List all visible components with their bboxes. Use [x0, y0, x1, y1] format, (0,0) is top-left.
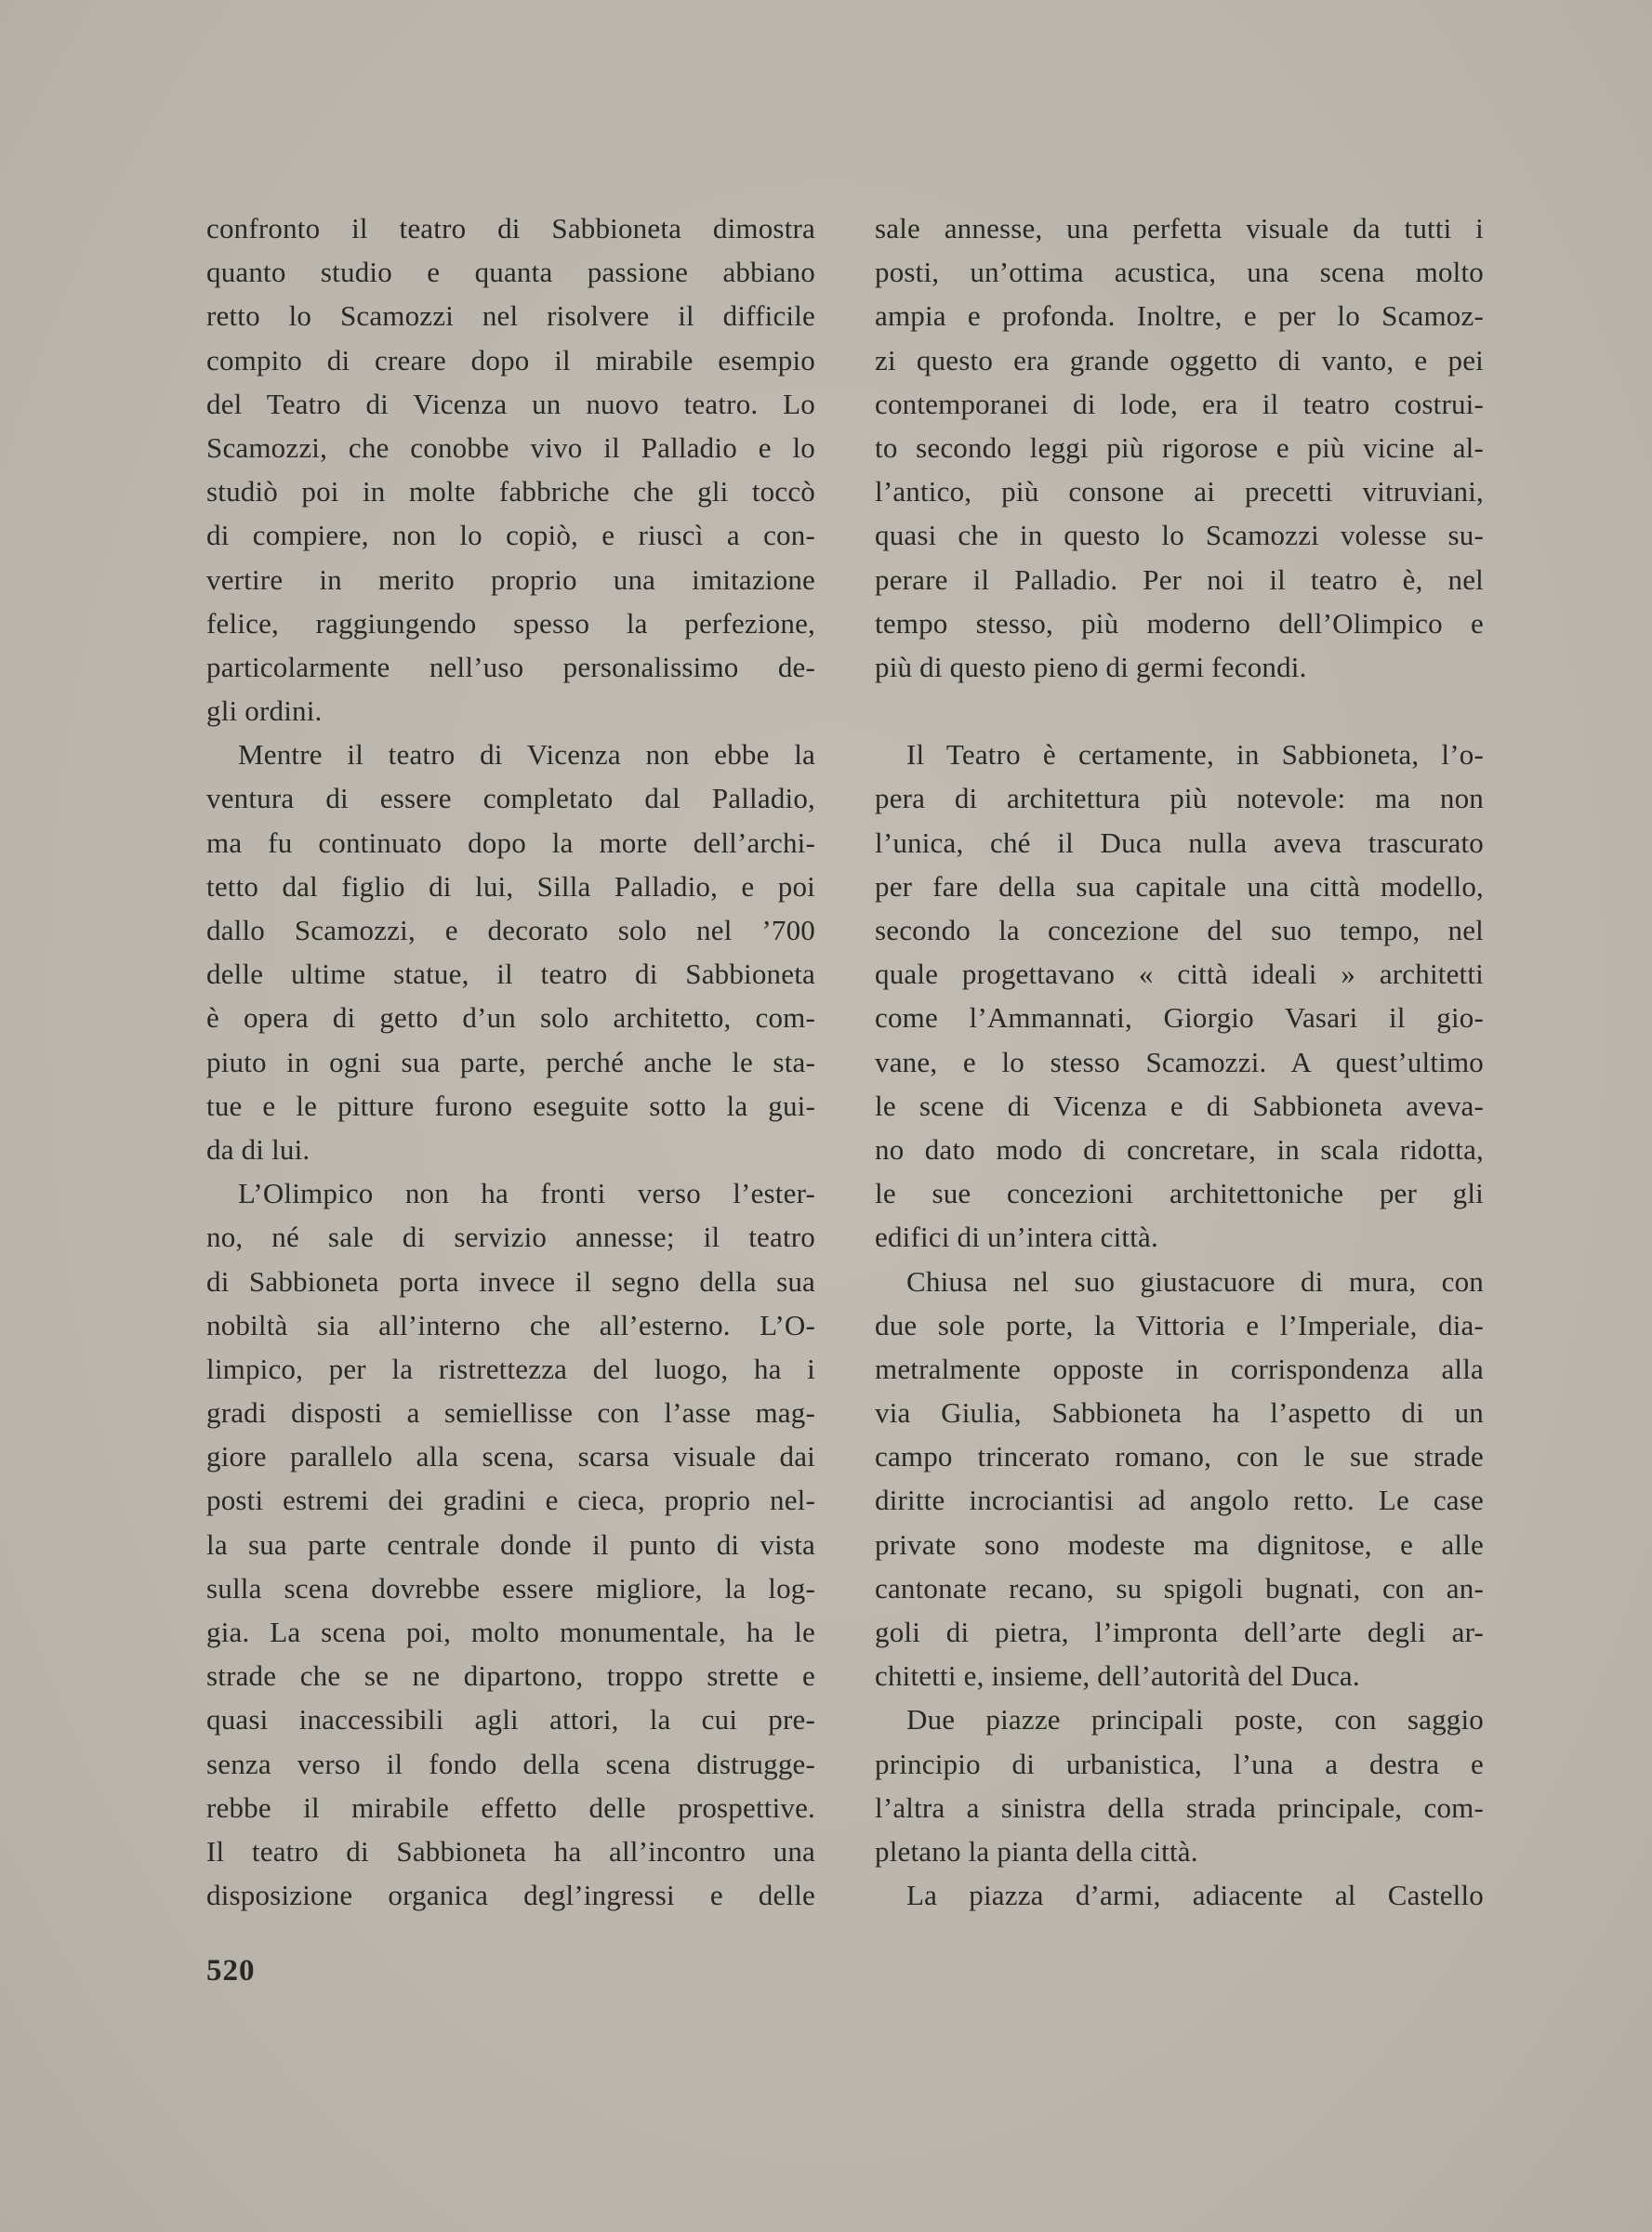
text-line: giore parallelo alla scena, scarsa visuale dai [206, 1440, 815, 1473]
text-line: vane, e lo stesso Scamozzi. A quest’ultimo [875, 1045, 1484, 1078]
text-line: chitetti e, insieme, dell’autorità del Duca. [875, 1659, 1360, 1693]
text-line: Il Teatro è certamente, in Sabbioneta, l’o- [906, 738, 1484, 772]
text-line: ma fu continuato dopo la morte dell’archi- [206, 825, 815, 859]
text-line: campo trincerato romano, con le sue strade [875, 1440, 1484, 1473]
text-line: no dato modo di concretare, in scala ridotta, [875, 1132, 1484, 1166]
text-line: via Giulia, Sabbioneta ha l’aspetto di un [875, 1396, 1484, 1430]
text-line: quanto studio e quanta passione abbiano [206, 256, 815, 289]
text-line: felice, raggiungendo spesso la perfezione, [206, 606, 815, 640]
text-line: sale annesse, una perfetta visuale da tutti i [875, 212, 1484, 244]
text-line: perare il Palladio. Per noi il teatro è, nel [875, 562, 1484, 596]
page-number: 520 [206, 1954, 256, 1988]
text-line: pera di architettura più notevole: ma non [875, 782, 1484, 815]
text-line: gradi disposti a semiellisse con l’asse mag- [206, 1396, 815, 1430]
text-line: ventura di essere completato dal Palladio, [206, 782, 815, 815]
text-line: per fare della sua capitale una città modello, [875, 869, 1484, 903]
text-line: La piazza d’armi, adiacente al Castello [906, 1879, 1484, 1912]
text-line: di Sabbioneta porta invece il segno della sua [206, 1264, 815, 1298]
text-line: goli di pietra, l’impronta dell’arte degli ar- [875, 1616, 1484, 1648]
text-line: Mentre il teatro di Vicenza non ebbe la [238, 738, 815, 772]
text-line: edifici di un’intera città. [875, 1221, 1158, 1254]
text-line: la sua parte centrale donde il punto di vista [206, 1527, 815, 1561]
text-line: pletano la pianta della città. [875, 1834, 1198, 1868]
text-line: vertire in merito proprio una imitazione [206, 562, 815, 596]
text-line: compito di creare dopo il mirabile esempio [206, 343, 815, 376]
text-line: no, né sale di servizio annesse; il teatro [206, 1221, 815, 1254]
text-line: Due piazze principali poste, con saggio [906, 1703, 1484, 1737]
text-line: metralmente opposte in corrispondenza alla [875, 1352, 1484, 1385]
text-line: particolarmente nell’uso personalissimo de- [206, 650, 815, 683]
text-line: senza verso il fondo della scena distrugge- [206, 1747, 815, 1780]
text-line: strade che se ne dipartono, troppo strette e [206, 1659, 815, 1693]
text-line: due sole porte, la Vittoria e l’Imperiale, dia- [875, 1308, 1484, 1341]
text-line: studiò poi in molte fabbriche che gli toccò [206, 475, 815, 508]
text-line: quasi inaccessibili agli attori, la cui pre- [206, 1703, 815, 1737]
text-line: retto lo Scamozzi nel risolvere il difficile [206, 299, 815, 333]
text-line: dallo Scamozzi, e decorato solo nel ’700 [206, 914, 815, 946]
text-line: più di questo pieno di germi fecondi. [875, 650, 1307, 683]
text-line: Il teatro di Sabbioneta ha all’incontro una [206, 1834, 815, 1868]
text-line: da di lui. [206, 1132, 311, 1166]
text-line: quale progettavano « città ideali » architetti [875, 958, 1484, 991]
text-line: l’unica, ché il Duca nulla aveva trascurato [875, 825, 1484, 859]
text-line: piuto in ogni sua parte, perché anche le sta- [206, 1045, 815, 1078]
text-line: principio di urbanistica, l’una a destra e [875, 1747, 1484, 1780]
text-line: nobiltà sia all’interno che all’esterno. L’O- [206, 1308, 815, 1341]
text-line: l’altra a sinistra della strada principale, com- [875, 1790, 1484, 1824]
text-line: le scene di Vicenza e di Sabbioneta aveva- [875, 1089, 1484, 1122]
text-line: del Teatro di Vicenza un nuovo teatro. Lo [206, 387, 815, 420]
text-line: contemporanei di lode, era il teatro costrui- [875, 387, 1484, 420]
text-line: ampia e profonda. Inoltre, e per lo Scamoz- [875, 299, 1484, 333]
right-text-column [875, 206, 1484, 1917]
text-line: di compiere, non lo copiò, e riuscì a con- [206, 519, 815, 552]
text-line: disposizione organica degl’ingressi e delle [206, 1879, 815, 1912]
text-line: rebbe il mirabile effetto delle prospettive. [206, 1790, 815, 1824]
text-line: posti estremi dei gradini e cieca, proprio nel- [206, 1484, 815, 1517]
text-line: gia. La scena poi, molto monumentale, ha le [206, 1616, 815, 1648]
text-line: tetto dal figlio di lui, Silla Palladio, e poi [206, 869, 815, 903]
text-line: delle ultime statue, il teatro di Sabbioneta [206, 958, 815, 991]
text-line: come l’Ammannati, Giorgio Vasari il gio- [875, 1001, 1484, 1035]
text-line: Chiusa nel suo giustacuore di mura, con [906, 1264, 1484, 1298]
text-line: diritte incrociantisi ad angolo retto. Le case [875, 1484, 1484, 1517]
text-line: to secondo leggi più rigorose e più vicine al- [875, 430, 1484, 464]
text-line: posti, un’ottima acustica, una scena molto [875, 256, 1484, 289]
text-line: quasi che in questo lo Scamozzi volesse su- [875, 519, 1484, 552]
text-line: tue e le pitture furono eseguite sotto la gui- [206, 1089, 815, 1122]
text-line: sulla scena dovrebbe essere migliore, la log- [206, 1571, 815, 1605]
text-line: gli ordini. [206, 694, 323, 728]
text-line: private sono modeste ma dignitose, e alle [875, 1527, 1484, 1561]
left-text-column [206, 206, 815, 1917]
text-line: secondo la concezione del suo tempo, nel [875, 914, 1484, 946]
text-line: è opera di getto d’un solo architetto, com- [206, 1001, 815, 1035]
text-line: confronto il teatro di Sabbioneta dimostra [206, 212, 815, 244]
text-line: zi questo era grande oggetto di vanto, e pei [875, 343, 1484, 376]
text-line: L’Olimpico non ha fronti verso l’ester- [238, 1177, 815, 1210]
text-line: le sue concezioni architettoniche per gli [875, 1177, 1484, 1210]
text-line: l’antico, più consone ai precetti vitruviani, [875, 475, 1484, 508]
paragraph-gap [875, 689, 1484, 733]
text-line: cantonate recano, su spigoli bugnati, con an- [875, 1571, 1484, 1605]
text-line: Scamozzi, che conobbe vivo il Palladio e lo [206, 430, 815, 464]
text-line: limpico, per la ristrettezza del luogo, ha i [206, 1352, 815, 1385]
text-line: tempo stesso, più moderno dell’Olimpico e [875, 606, 1484, 640]
